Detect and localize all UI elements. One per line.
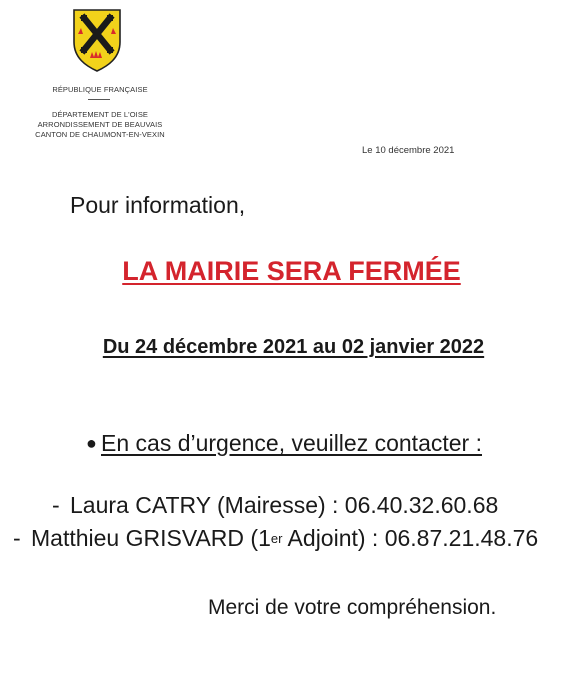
intro-text: Pour information,	[70, 192, 246, 218]
headline: LA MAIRIE SERA FERMÉE	[122, 256, 461, 286]
emergency-instruction: En cas d’urgence, veuillez contacter :	[101, 430, 482, 456]
list-dash: -	[13, 525, 21, 551]
arrondissement-label: ARRONDISSEMENT DE BEAUVAIS	[37, 120, 163, 129]
contact-deputy-name: Matthieu GRISVARD (1	[31, 525, 271, 551]
header-divider	[88, 99, 110, 100]
republique-label: RÉPUBLIQUE FRANÇAISE	[52, 85, 148, 94]
list-dash: -	[52, 492, 60, 518]
contact-deputy	[31, 525, 538, 552]
ordinal-superscript: er	[270, 531, 283, 546]
closing-text: Merci de votre compréhension.	[208, 596, 497, 619]
closure-period: Du 24 décembre 2021 au 02 janvier 2022	[102, 336, 485, 358]
bullet-icon: ●	[86, 433, 97, 453]
departement-label: DÉPARTEMENT DE L'OISE	[51, 110, 149, 119]
contact-mayor: Laura CATRY (Mairesse) : 06.40.32.60.68	[70, 492, 499, 518]
coat-of-arms-icon	[72, 8, 122, 72]
contact-deputy-role-phone: Adjoint) : 06.87.21.48.76	[282, 525, 539, 551]
administrative-block	[20, 110, 180, 140]
notice-date: Le 10 décembre 2021	[362, 145, 455, 156]
canton-label: CANTON DE CHAUMONT-EN-VEXIN	[35, 130, 165, 139]
